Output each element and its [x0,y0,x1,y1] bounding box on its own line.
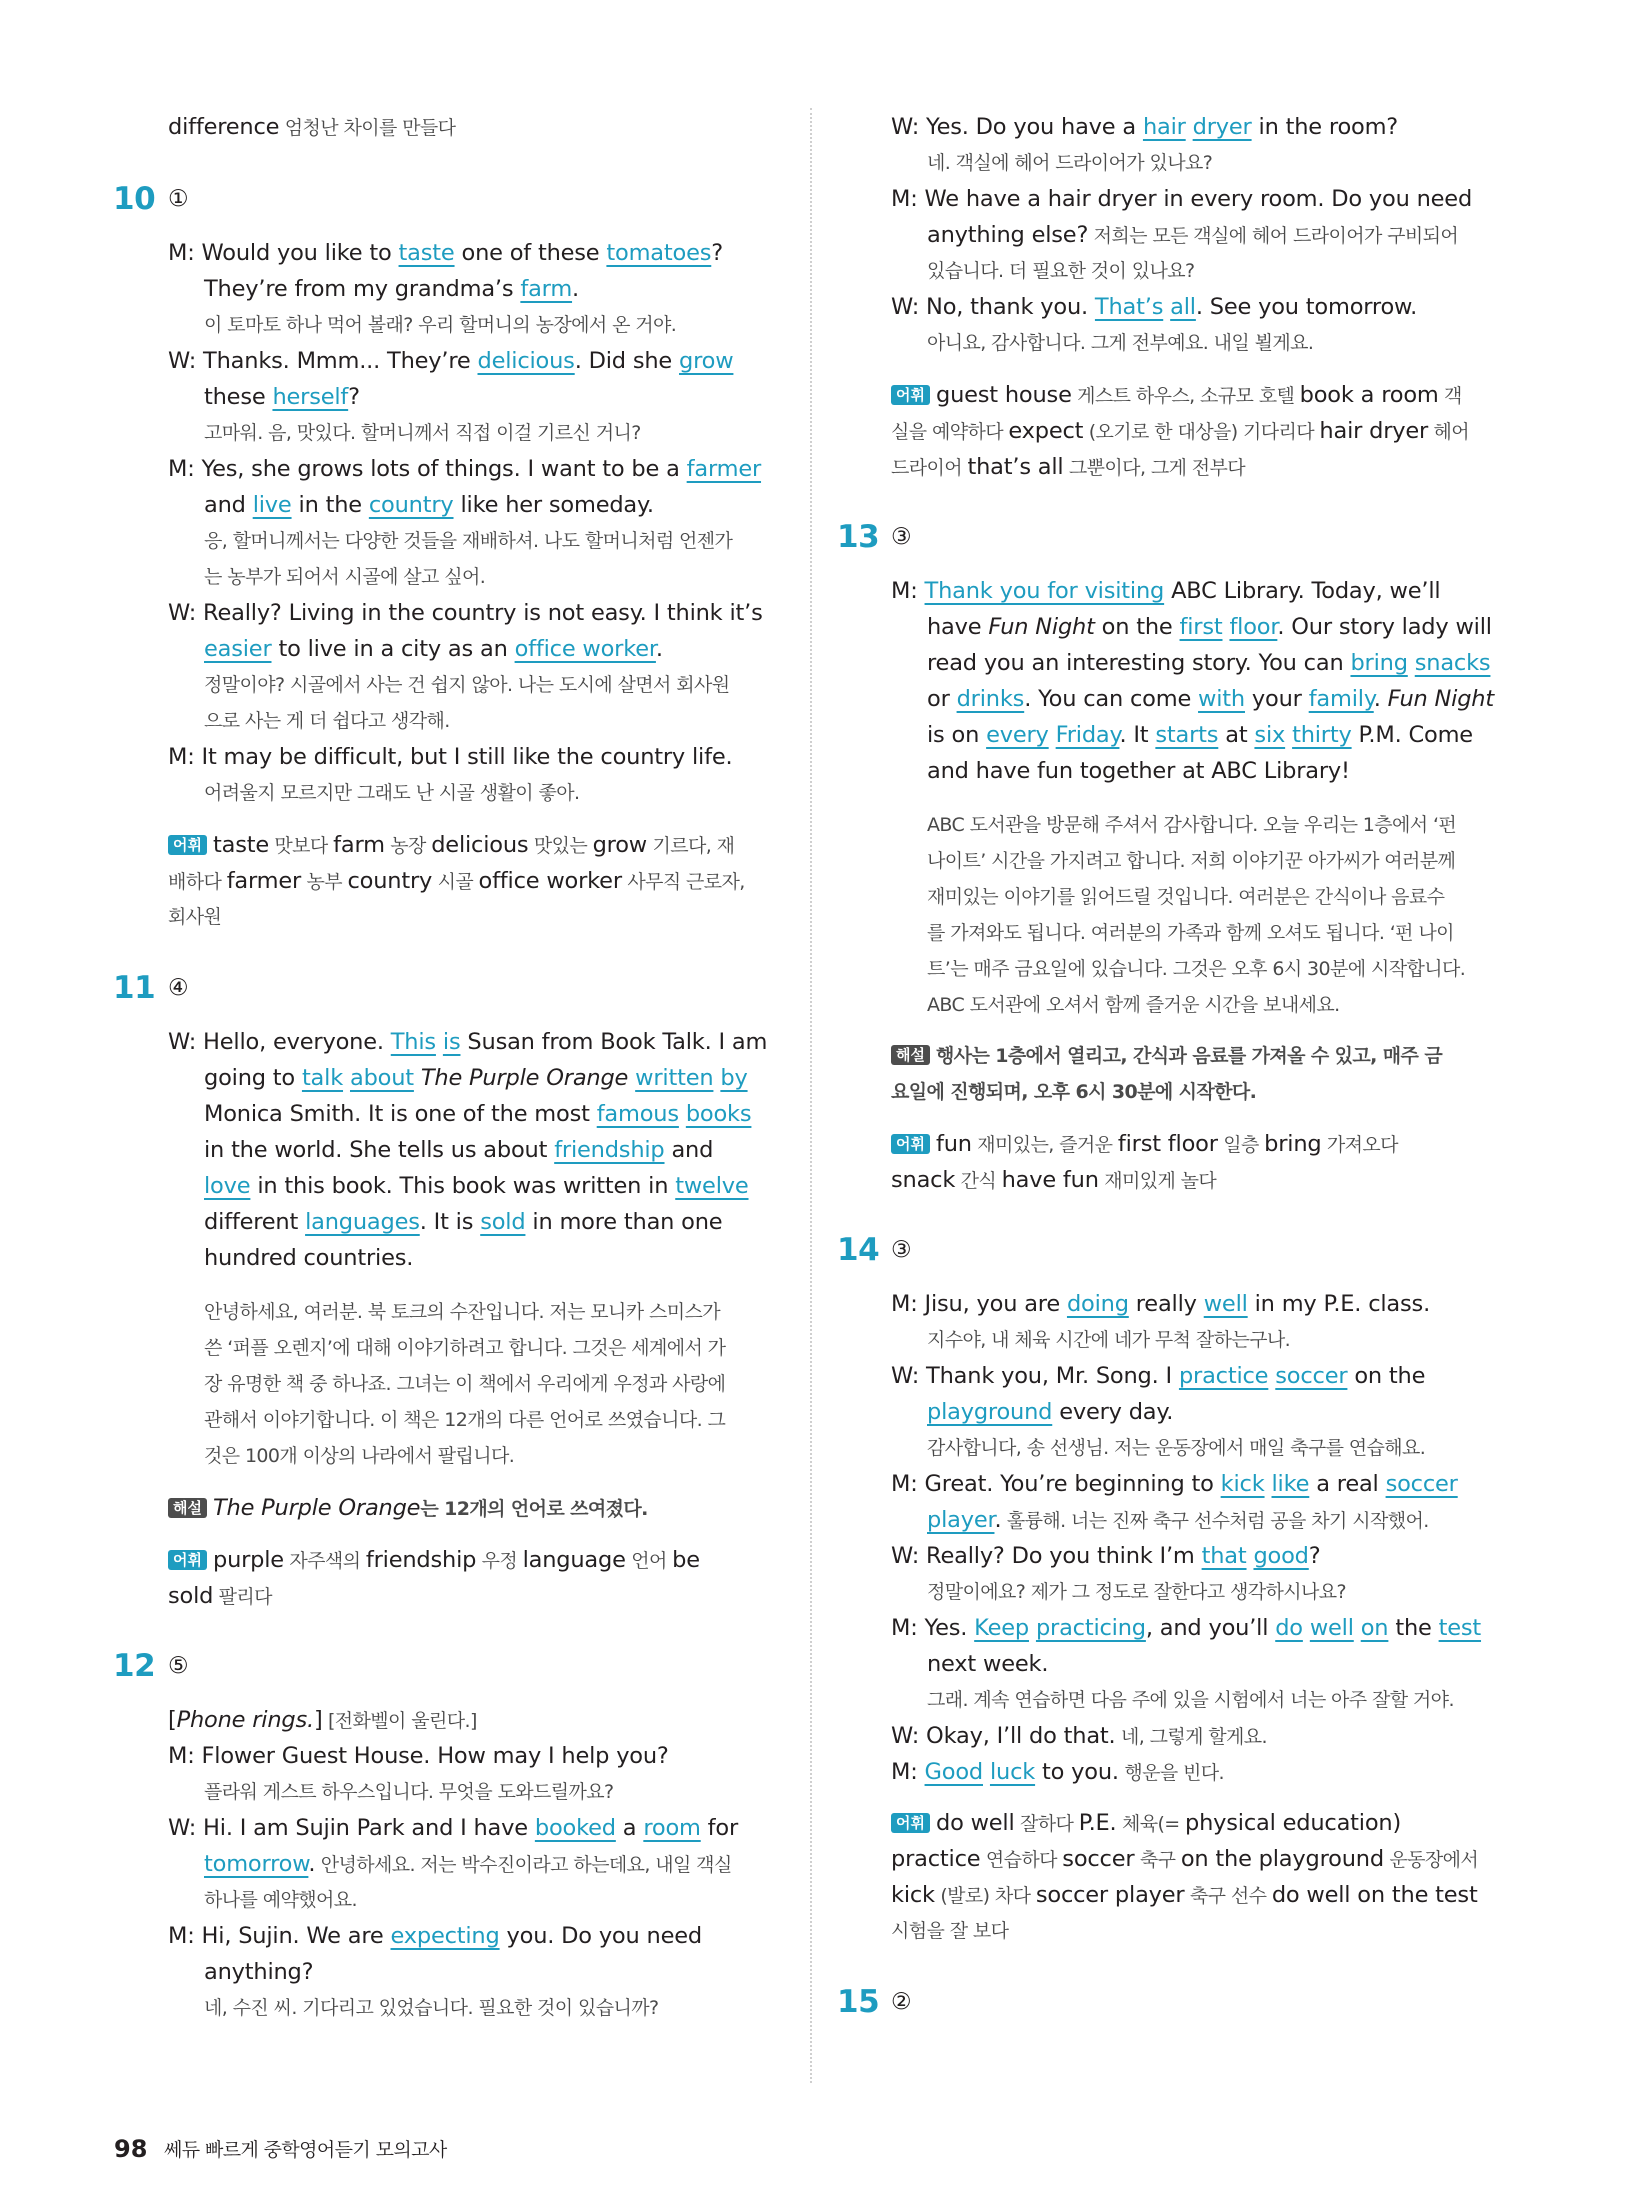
translation-line: 고마워. 음, 맛있다. 할머니께서 직접 이걸 기르신 거니? [204,422,641,444]
translation-line: 있습니다. 더 필요한 것이 있나요? [927,260,1195,282]
dialogue-line: M: Hi, Sujin. We are expecting you. Do you need [168,1923,702,1949]
translation-line: 정말이에요? 제가 그 정도로 잘한다고 생각하시나요? [927,1581,1347,1603]
vocab-badge: 어휘 [168,1550,207,1570]
dialogue-line: M: Jisu, you are doing really well in my P.E. class. [891,1291,1431,1317]
translation-line: 나이트’ 시간을 가지려고 합니다. 저희 이야기꾼 아가씨가 여러분께 [927,850,1456,872]
question-number-10: 10 [113,181,156,217]
dialogue-line: these herself? [204,384,360,410]
dialogue-line: love in this book. This book was written in twelve [204,1173,749,1199]
translation-line: 으로 사는 게 더 쉽다고 생각해. [204,710,450,732]
dialogue-line: is on every Friday. It starts at six thirty P.M. Come [927,722,1473,748]
dialogue-line: Monica Smith. It is one of the most famous books [204,1101,752,1127]
translation-line: 어려울지 모르지만 그래도 난 시골 생활이 좋아. [204,782,580,804]
dialogue-line: W: Hi. I am Sujin Park and I have booked a room for [168,1815,739,1841]
vocab-badge: 어휘 [891,1813,930,1833]
dialogue-line: playground every day. [927,1399,1174,1425]
dialogue-line: tomorrow. 안녕하세요. 저는 박수진이라고 하는데요, 내일 객실 [204,1851,732,1877]
vocab-line: 회사원 [168,906,222,928]
dialogue-line: M: Yes, she grows lots of things. I want to be a farmer [168,456,762,482]
dialogue-line: M: Thank you for visiting ABC Library. Today, we’ll [891,578,1441,604]
dialogue-line: M: We have a hair dryer in every room. Do you need [891,186,1473,212]
dialogue-line: anything? [204,1959,314,1985]
dialogue-line: anything else? 저희는 모든 객실에 헤어 드라이어가 구비되어 [927,222,1459,248]
vocab-line: 실을 예약하다 expect (오기로 한 대상을) 기다리다 hair dryer 헤어 [891,418,1470,444]
translation-line: 이 토마토 하나 먹어 볼래? 우리 할머니의 농장에서 온 거야. [204,314,677,336]
vocab-line: 어휘 purple 자주색의 friendship 우정 language 언어 be [168,1545,700,1576]
vocab-line: snack 간식 have fun 재미있게 놀다 [891,1167,1217,1193]
question-answer-10: ① [168,186,189,212]
vocab-line: 배하다 farmer 농부 country 시골 office worker 사무직 근로자, [168,868,745,894]
dialogue-line: W: No, thank you. That’s all. See you tomorrow. [891,294,1418,320]
dialogue-line: W: Really? Do you think I’m that good? [891,1543,1321,1569]
translation-line: 하나를 예약했어요. [204,1889,357,1911]
translation-line: 안녕하세요, 여러분. 북 토크의 수잔입니다. 저는 모니카 스미스가 [204,1301,721,1323]
column-divider [810,108,812,2083]
dialogue-line: W: Thanks. Mmm... They’re delicious. Did she grow [168,348,734,374]
question-number-13: 13 [837,519,880,555]
question-answer-14: ③ [891,1237,912,1263]
translation-line: 정말이야? 시골에서 사는 건 쉽지 않아. 나는 도시에 살면서 회사원 [204,674,730,696]
vocab-line: 어휘 guest house 게스트 하우스, 소규모 호텔 book a room 객 [891,380,1462,411]
vocab-line: 어휘 fun 재미있는, 즐거운 first floor 일층 bring 가져오다 [891,1129,1398,1160]
dialogue-line: M: It may be difficult, but I still like the country life. [168,744,733,770]
translation-line: 네. 객실에 헤어 드라이어가 있나요? [927,152,1213,174]
dialogue-line: M: Would you like to taste one of these tomatoes? [168,240,724,266]
translation-line: 관해서 이야기합니다. 이 책은 12개의 다른 언어로 쓰였습니다. 그 [204,1409,726,1431]
dialogue-line: They’re from my grandma’s farm. [204,276,579,302]
vocab-line: 어휘 taste 맛보다 farm 농장 delicious 맛있는 grow 기르다, 재 [168,830,734,861]
vocab-line: practice 연습하다 soccer 축구 on the playground 운동장에서 [891,1846,1479,1872]
dialogue-line: different languages. It is sold in more than one [204,1209,723,1235]
explanation-line: 해설 행사는 1층에서 열리고, 간식과 음료를 가져올 수 있고, 매주 금 [891,1042,1442,1070]
vocab-line: sold 팔리다 [168,1583,272,1609]
dialogue-line: M: Good luck to you. 행운을 빈다. [891,1759,1224,1785]
stage-direction: [Phone rings.] [전화벨이 울린다.] [168,1707,477,1733]
dialogue-line: W: Really? Living in the country is not easy. I think it’s [168,600,763,626]
translation-line: 응, 할머니께서는 다양한 것들을 재배하셔. 나도 할머니처럼 언젠가 [204,530,733,552]
question-number-15: 15 [837,1984,880,2020]
dialogue-line: player. 훌륭해. 너는 진짜 축구 선수처럼 공을 차기 시작했어. [927,1507,1429,1533]
vocab-line: 드라이어 that’s all 그뿐이다, 그게 전부다 [891,454,1246,480]
dialogue-line: easier to live in a city as an office worker. [204,636,663,662]
text-line: difference 엄청난 차이를 만들다 [168,114,456,140]
translation-line: 는 농부가 되어서 시골에 살고 싶어. [204,566,486,588]
dialogue-line: M: Flower Guest House. How may I help you? [168,1743,669,1769]
dialogue-line: W: Yes. Do you have a hair dryer in the room? [891,114,1399,140]
dialogue-line: and have fun together at ABC Library! [927,758,1350,784]
dialogue-line: and live in the country like her someday. [204,492,654,518]
dialogue-line: W: Okay, I’ll do that. 네, 그렇게 할게요. [891,1723,1267,1749]
translation-line: 쓴 ‘퍼플 오렌지’에 대해 이야기하려고 합니다. 그것은 세계에서 가 [204,1337,726,1359]
page-number: 98 [114,2135,148,2163]
translation-line: 것은 100개 이상의 나라에서 팔립니다. [204,1445,515,1467]
dialogue-line: hundred countries. [204,1245,414,1271]
translation-line: 재미있는 이야기를 읽어드릴 것입니다. 여러분은 간식이나 음료수 [927,886,1445,908]
question-answer-11: ④ [168,975,189,1001]
translation-line: 를 가져와도 됩니다. 여러분의 가족과 함께 오셔도 됩니다. ‘펀 나이 [927,922,1454,944]
vocab-badge: 어휘 [891,385,930,405]
vocab-badge: 어휘 [891,1134,930,1154]
dialogue-line: M: Great. You’re beginning to kick like a real soccer [891,1471,1458,1497]
dialogue-line: going to talk about The Purple Orange written by [204,1065,748,1091]
dialogue-line: in the world. She tells us about friendship and [204,1137,714,1163]
book-title: 쎄듀 빠르게 중학영어듣기 모의고사 [164,2139,447,2161]
translation-line: 감사합니다, 송 선생님. 저는 운동장에서 매일 축구를 연습해요. [927,1437,1426,1459]
explanation-line: 해설 The Purple Orange는 12개의 언어로 쓰여졌다. [168,1493,648,1524]
explanation-line: 요일에 진행되며, 오후 6시 30분에 시작한다. [891,1081,1257,1103]
dialogue-line: M: Yes. Keep practicing, and you’ll do well on the test [891,1615,1482,1641]
translation-line: ABC 도서관에 오셔서 함께 즐거운 시간을 보내세요. [927,994,1340,1016]
question-number-11: 11 [113,970,156,1006]
question-number-14: 14 [837,1232,880,1268]
question-number-12: 12 [113,1648,156,1684]
translation-line: 트’는 매주 금요일에 있습니다. 그것은 오후 6시 30분에 시작합니다. [927,958,1466,980]
dialogue-line: next week. [927,1651,1049,1677]
question-answer-12: ⑤ [168,1653,189,1679]
vocab-badge: 어휘 [168,835,207,855]
translation-line: 장 유명한 책 중 하나죠. 그녀는 이 책에서 우리에게 우정과 사랑에 [204,1373,726,1395]
explanation-badge: 해설 [891,1045,930,1065]
translation-line: 그래. 계속 연습하면 다음 주에 있을 시험에서 너는 아주 잘할 거야. [927,1689,1454,1711]
explanation-badge: 해설 [168,1498,207,1518]
dialogue-line: W: Thank you, Mr. Song. I practice soccer on the [891,1363,1426,1389]
translation-line: 지수야, 내 체육 시간에 네가 무척 잘하는구나. [927,1329,1291,1351]
translation-line: 네, 수진 씨. 기다리고 있었습니다. 필요한 것이 있습니까? [204,1997,659,2019]
translation-line: 플라워 게스트 하우스입니다. 무엇을 도와드릴까요? [204,1781,614,1803]
translation-line: 아니요, 감사합니다. 그게 전부예요. 내일 뵐게요. [927,332,1314,354]
vocab-line: 어휘 do well 잘하다 P.E. 체육(= physical education) [891,1808,1401,1839]
question-answer-15: ② [891,1989,912,2015]
translation-line: ABC 도서관을 방문해 주셔서 감사합니다. 오늘 우리는 1층에서 ‘펀 [927,814,1457,836]
dialogue-line: or drinks. You can come with your family. Fun Night [927,686,1494,712]
dialogue-line: have Fun Night on the first floor. Our story lady will [927,614,1492,640]
question-answer-13: ③ [891,524,912,550]
vocab-line: kick (발로) 차다 soccer player 축구 선수 do well on the test [891,1882,1478,1908]
dialogue-line: read you an interesting story. You can bring snacks [927,650,1491,676]
dialogue-line: W: Hello, everyone. This is Susan from Book Talk. I am [168,1029,768,1055]
vocab-line: 시험을 잘 보다 [891,1920,1009,1942]
